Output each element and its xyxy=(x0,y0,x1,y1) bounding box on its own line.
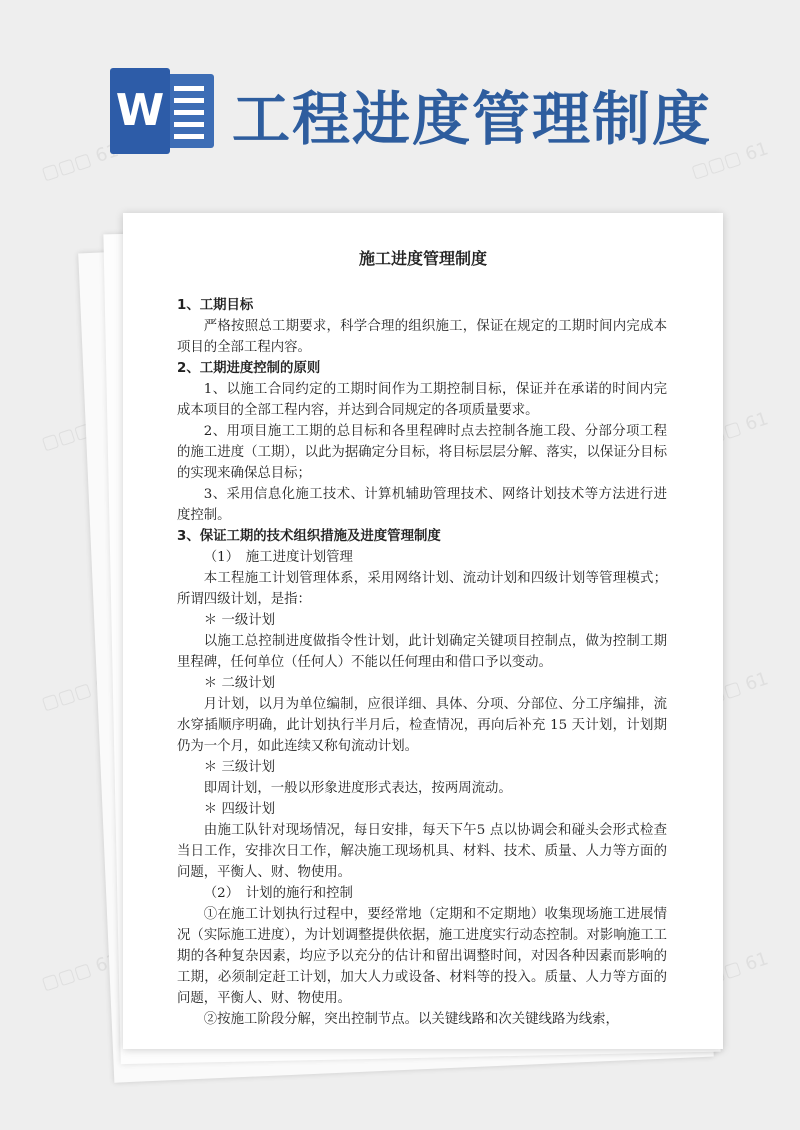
paragraph: 3、采用信息化施工技术、计算机辅助管理技术、网络计划技术等方法进行进度控制。 xyxy=(177,487,667,523)
document-page xyxy=(123,213,723,1049)
paragraph: 以施工总控制进度做指令性计划，此计划确定关键项目控制点，做为控制工期里程碑，任何单位（任何人）不能以任何理由和借口予以变动。 xyxy=(177,634,667,670)
paragraph: 严格按照总工期要求，科学合理的组织施工，保证在规定的工期时间内完成本项目的全部工程内容。 xyxy=(177,319,667,355)
paragraph: ＊ 一级计划 xyxy=(203,613,276,628)
word-logo-letter: W xyxy=(110,68,170,154)
section-heading: 1、工期目标 xyxy=(177,298,254,313)
paragraph: ①在施工计划执行过程中，要经常地（定期和不定期地）收集现场施工进展情况（实际施工进度），为计划调整提供依据，施工进度实行动态控制。对影响施工工期的各种复杂因素，均应予以充分的估计和留出调整时间，对因各种因素而影响的工期，必须制定赶工计划，加大人力或设备、材料等的投入。质量、人力等方面的问题，平衡人、财、物使用。 xyxy=(177,907,667,1006)
paragraph: 本工程施工计划管理体系，采用网络计划、流动计划和四级计划等管理模式；所谓四级计划，是指： xyxy=(177,571,667,607)
document-title: 施工进度管理制度 xyxy=(358,249,487,268)
banner-title: 工程进度管理制度 xyxy=(232,85,713,153)
paragraph: ＊ 四级计划 xyxy=(203,802,276,817)
paragraph: ＊ 二级计划 xyxy=(203,676,276,691)
word-document-icon xyxy=(110,68,216,154)
paragraph: （1） 施工进度计划管理 xyxy=(203,550,353,565)
paragraph: 1、以施工合同约定的工期时间作为工期控制目标，保证并在承诺的时间内完成本项目的全部工程内容，并达到合同规定的各项质量要求。 xyxy=(177,382,667,418)
paragraph: ＊ 三级计划 xyxy=(203,760,276,775)
section-heading: 3、保证工期的技术组织措施及进度管理制度 xyxy=(177,529,441,544)
section-heading: 2、工期进度控制的原则 xyxy=(177,361,321,376)
paragraph: 由施工队针对现场情况，每日安排，每天下午5 点以协调会和碰头会形式检查当日工作，安排次日工作，解决施工现场机具、材料、技术、质量、人力等方面的问题，平衡人、财、物使用。 xyxy=(177,823,667,880)
paragraph: （2） 计划的施行和控制 xyxy=(203,886,353,901)
paragraph: 2、用项目施工工期的总目标和各里程碑时点去控制各施工段、分部分项工程的施工进度（工期），以此为据确定分目标，将目标层层分解、落实，以保证分目标的实现来确保总目标； xyxy=(177,424,667,481)
document-body xyxy=(177,295,667,1030)
paragraph: ②按施工阶段分解，突出控制节点。以关键线路和次关键线路为线索， xyxy=(203,1012,619,1027)
paragraph: 即周计划，一般以形象进度形式表达，按两周流动。 xyxy=(203,781,512,796)
paragraph: 月计划，以月为单位编制，应很详细、具体、分项、分部位、分工序编排，流水穿插顺序明确，此计划执行半月后，检查情况，再向后补充 15 天计划，计划期仍为一个月，如此连续又称旬流动计划。 xyxy=(177,697,667,754)
